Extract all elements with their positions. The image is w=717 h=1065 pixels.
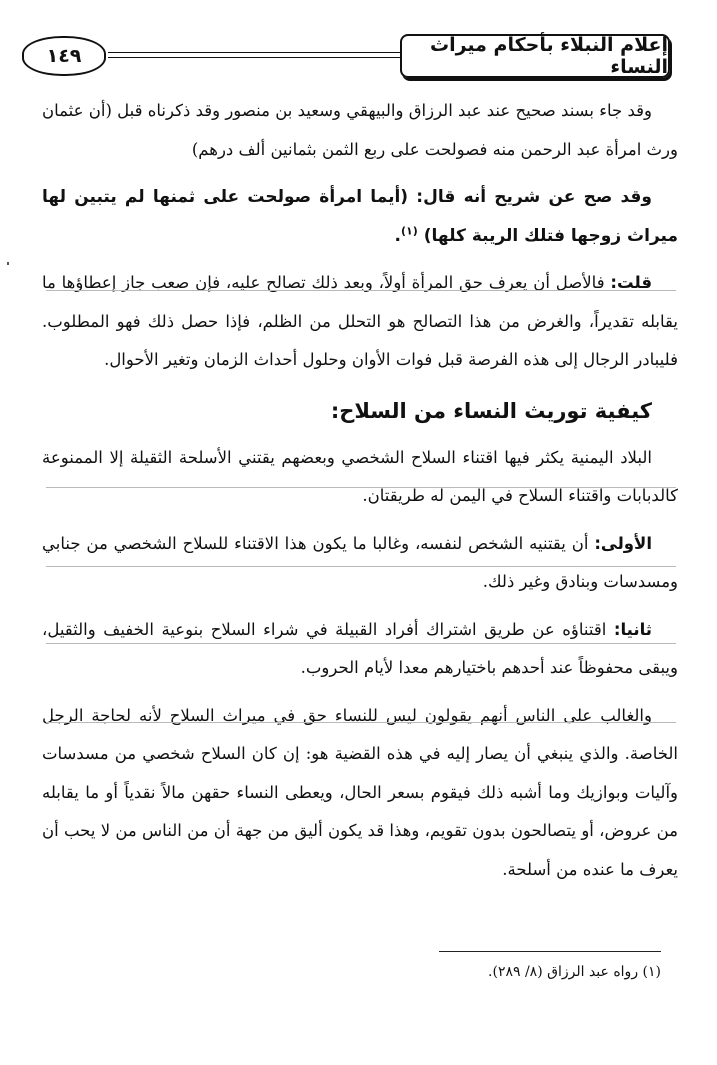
- paragraph-divider: [46, 290, 676, 291]
- footnote-rule: [439, 951, 661, 952]
- header-rule-bottom: [108, 57, 400, 58]
- page-number-oval: [22, 36, 106, 76]
- book-title-box: [400, 34, 670, 78]
- paragraph-text: والغالب على الناس أنهم يقولون ليس للنساء حق في ميراث السلاح لأنه لحاجة الرجل الخاصة. والذي ينبغي أن يصار إليه في هذه القضية هو: إن كان السلاح شخصي من مسدسات وآليات وبوازيك وما أشبه ذلك فيقوم بسعر الحال، ويعطى النساء حقهن مالاً نقدياً أو ما يقابله من عروض، أو يتصالحون بدون تقويم، وهذا قد يكون أليق من جهة أن من الناس من لا يحب أن يعرف ما عنده من أسلحة.: [42, 705, 678, 879]
- paragraph-text: وقد جاء بسند صحيح عند عبد الرزاق والبيهقي وسعيد بن منصور وقد ذكرناه قبل (أن عثمان ورث امرأة عبد الرحمن منه فصولحت على ربع الثمن بثمانين ألف درهم): [42, 101, 678, 159]
- paragraph-shurayh-quote: [42, 178, 678, 255]
- paragraph-end-dot: .: [394, 225, 401, 246]
- paragraph-ruling: [42, 697, 678, 890]
- paragraph-lead: ثانيا:: [613, 619, 652, 639]
- paragraph-yemen-weapons: [42, 439, 678, 516]
- footnote: [61, 960, 661, 984]
- paragraph-text: البلاد اليمنية يكثر فيها اقتناء السلاح الشخصي وبعضهم يقتني الأسلحة الثقيلة إلا الممنوعة كالدبابات واقتناء السلاح في اليمن له طريقتان.: [42, 447, 678, 505]
- paragraph-text: اقتناؤه عن طريق اشتراك أفراد القبيلة في شراء السلاح بنوعية الخفيف والثقيل، ويبقى محفوظاً عند أحدهم باختيارهم معدا لأيام الحروب.: [42, 619, 678, 677]
- paragraph-divider: [46, 643, 676, 644]
- paragraph-first-way: [42, 525, 678, 602]
- paragraph-divider: [46, 722, 676, 723]
- paragraph-text: أن يقتنيه الشخص لنفسه، وغالبا ما يكون هذا الاقتناء للسلاح الشخصي من جنابي ومسدسات وبنادق وغير ذلك.: [42, 533, 678, 591]
- paragraph-author-comment: [42, 264, 678, 380]
- footnote-text: (١) رواه عبد الرزاق (٨/ ٢٨٩).: [488, 964, 661, 980]
- book-title: إعلام النبلاء بأحكام ميراث النساء: [429, 34, 668, 78]
- margin-speck: [7, 262, 9, 265]
- paragraph-divider: [46, 487, 676, 488]
- paragraph-text: وقد صح عن شريح أنه قال: (أيما امرأة صولحت على ثمنها لم يتبين لها ميراث زوجها فتلك الريبة كلها): [42, 187, 678, 246]
- paragraph-lead: قلت:: [610, 273, 652, 292]
- page-number: ١٤٩: [46, 45, 82, 67]
- footnote-marker: (١): [401, 223, 418, 237]
- paragraph-uthman-report: [42, 92, 678, 169]
- paragraph-divider: [46, 566, 676, 567]
- body-text: [42, 92, 678, 898]
- running-header: [22, 30, 670, 80]
- paragraph-lead: الأولى:: [594, 533, 652, 553]
- section-heading: كيفية توريث النساء من السلاح:: [330, 398, 652, 423]
- paragraph-text: فالأصل أن يعرف حق المرأة أولاً، وبعد ذلك تصالح عليه، فإن صعب جاز إعطاؤها ما يقابله تقديراً، والغرض من هذا التصالح هو التحلل من الظلم، فإذا حصل ذلك فهو المطلوب. فليبادر الرجال إلى هذه الفرصة قبل فوات الأوان وحلول أحداث الزمان وتغير الأحوال.: [42, 273, 678, 369]
- paragraph-second-way: [42, 611, 678, 688]
- header-rule-top: [108, 52, 400, 53]
